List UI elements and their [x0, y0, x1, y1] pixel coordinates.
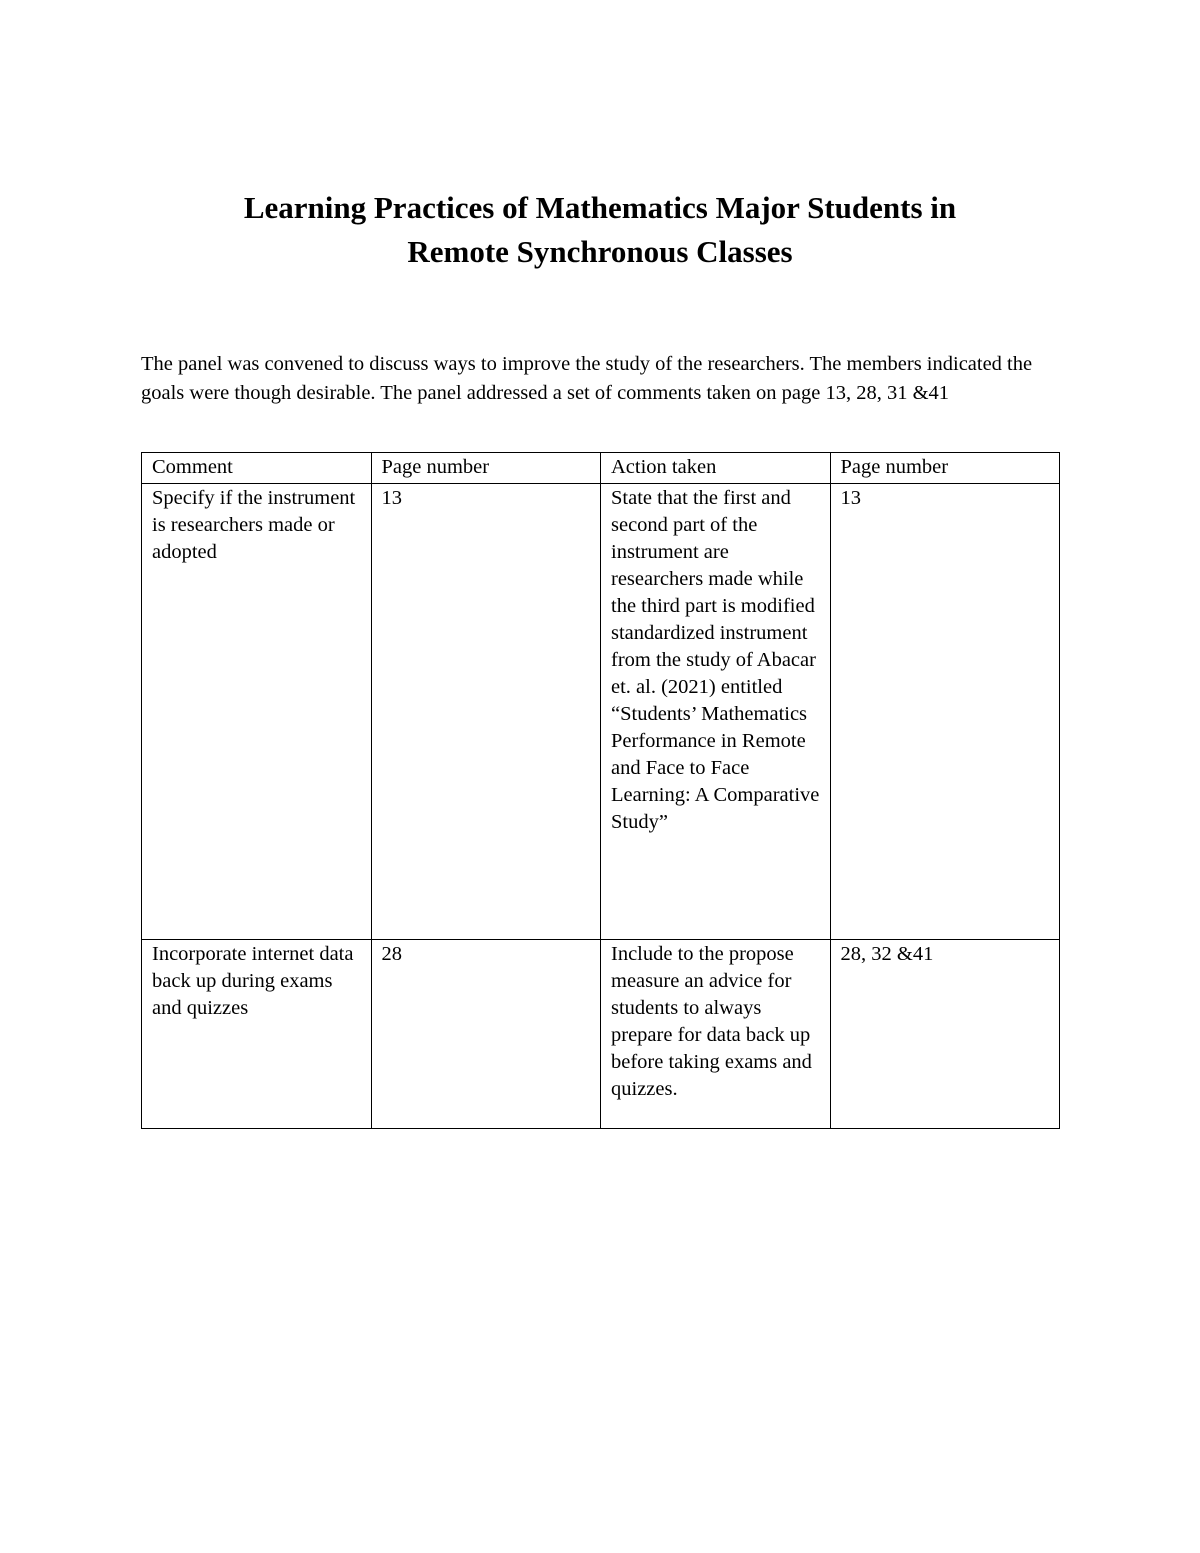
table-row [142, 940, 1060, 1129]
comments-table [141, 452, 1060, 1129]
title-line-1: Learning Practices of Mathematics Major Students in [243, 190, 957, 225]
header-comment: Comment [142, 453, 372, 484]
table-header-row [142, 453, 1060, 484]
header-page-number: Page number [371, 453, 601, 484]
cell-page-number: 28 [371, 940, 601, 1129]
cell-action-taken: Include to the propose measure an advice for students to always prepare for data back up before taking exams and quizzes. [601, 940, 831, 1129]
cell-action-page-number: 13 [830, 484, 1060, 940]
title-line-2: Remote Synchronous Classes [407, 234, 793, 269]
header-action-taken: Action taken [601, 453, 831, 484]
cell-comment: Specify if the instrument is researchers made or adopted [142, 484, 372, 940]
table-row [142, 484, 1060, 940]
page-title [100, 186, 1100, 274]
cell-action-page-number: 28, 32 &41 [830, 940, 1060, 1129]
cell-page-number: 13 [371, 484, 601, 940]
header-action-page-number: Page number [830, 453, 1060, 484]
cell-action-taken: State that the first and second part of the instrument are researchers made while the third part is modified standardized instrument from the study of Abacar et. al. (2021) entitled “Students’ Mathematics Performance in Remote and Face to Face Learning: A Comparative Study” [601, 484, 831, 940]
cell-comment: Incorporate internet data back up during exams and quizzes [142, 940, 372, 1129]
intro-paragraph: The panel was convened to discuss ways to improve the study of the researchers. The members indicated the goals were though desirable. The panel addressed a set of comments taken on page 13, 28, 31 &41 [141, 353, 1033, 404]
